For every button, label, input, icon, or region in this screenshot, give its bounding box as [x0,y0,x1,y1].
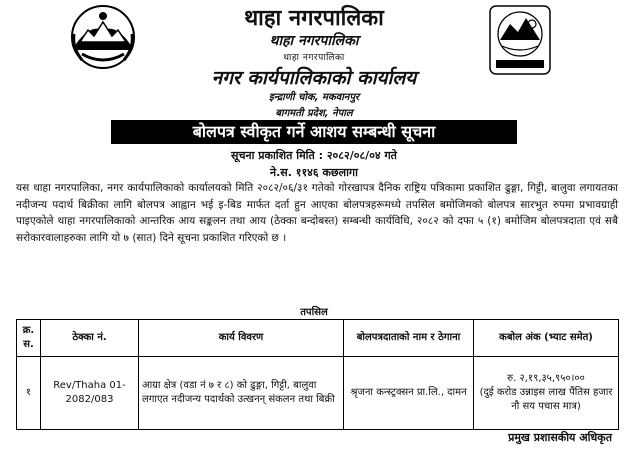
table-title: तपसिल [300,307,328,318]
notice-title: बोलपत्र स्वीकृत गर्ने आशय सम्बन्धी सूचना [111,120,517,144]
table-row [17,357,619,430]
signatory: प्रमुख प्रशासकीय अधिकृत [508,431,612,444]
cell-bidder: श्रृजना कन्स्ट्रक्सन प्रा.लि., दामन [344,357,474,430]
col-amount: कबोल अंक (भ्याट समेत) [474,320,619,357]
cell-sn: १ [17,357,41,430]
table-header-row [17,320,619,357]
org-name-stylized: थाहा नगरपालिका [269,33,359,49]
col-contract-no: ठेक्का नं. [41,320,139,357]
col-sn: क्र. स. [17,320,41,357]
province: बागमती प्रदेश, नेपाल [275,108,353,119]
cell-amount [474,357,619,430]
cell-contract-no: Rev/Thaha 01-2082/083 [41,357,139,430]
amount-words: (दुई करोड उन्नाइस लाख पैंतिस हजार नौ सय पचास मात्र) [479,387,613,412]
notice-body: यस थाहा नगरपालिका, नगर कार्यपालिकाको कार्यालयको मिति २०८२/०६/३१ गतेको गोरखापत्र दैनिक राष्ट्रिय पत्रिकामा प्रकाशित ढुङ्गा, गिट्टी, बालुवा लगायतका नदीजन्य पदार्थ बिक्रीका लागि बोलपत्र आह्वान भई इ-बिड मार्फत दर्ता हुन आएका बोलपत्रहरूमध्ये तपसिल बमोजिमको बोलपत्र सारभुत रुपमा प्रभावग्राही पाइएकोले थाहा नगरपालिकाको आन्तरिक आय सङ्कलन तथा आय (ठेक्का बन्दोबस्त) सम्बन्धी कार्यविधि, २०८२ को दफा ५ (१) बमोजिम बोलपत्रदाता एवं सबै सरोकारवालाहरुका लागि यो ७ (सात) दिने सूचना प्रकाशित गरिएको छ । [16,182,618,244]
office-name: नगर कार्यपालिकाको कार्यालय [211,67,417,89]
cell-description: आग्रा क्षेत्र (वडा नं ७ र ८) को ढुङ्गा, गिट्टी, बालुवा लगाएत नदीजन्य पदार्थको उत्खनन् संकलन तथा बिक्री [139,357,344,430]
publish-date: सूचना प्रकाशित मिति : २०८२/०८/०४ गते [231,149,397,162]
motto: थाहा नगरपालिका [283,53,345,63]
amount-figure: रु. २,१९,३५,९५०।०० [507,373,585,384]
org-name: थाहा नगरपालिका [244,6,384,31]
col-bidder: बोलपत्रदाताको नाम र ठेगाना [344,320,474,357]
reference-number: ने.स. ११४६ कछलागा [270,166,358,179]
office-address: इन्द्राणी चोक, मकवानपुर [268,92,360,103]
col-description: कार्य विवरण [139,320,344,357]
bid-table [16,319,619,430]
